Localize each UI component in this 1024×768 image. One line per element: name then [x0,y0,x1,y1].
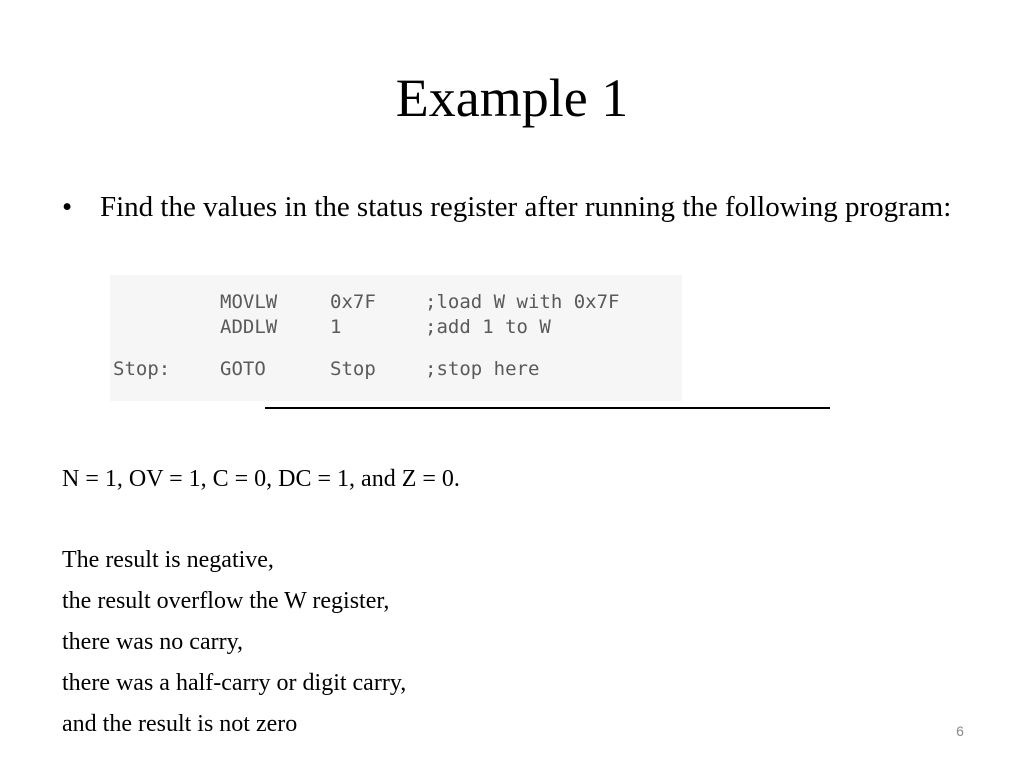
answer-text: N = 1, OV = 1, C = 0, DC = 1, and Z = 0. [62,466,460,492]
explanation-line: and the result is not zero [62,711,298,737]
explanation-line: there was a half-carry or digit carry, [62,670,407,696]
code-comment: ;load W with 0x7F [425,291,620,313]
code-operand: 0x7F [330,291,376,313]
code-comment: ;stop here [425,358,540,380]
answer-blank-line [265,407,830,409]
code-label: Stop: [113,358,171,380]
code-line [110,289,620,315]
slide-title: Example 1 [395,68,629,128]
explanation-line: there was no carry, [62,629,244,655]
code-line [110,356,540,382]
explanation-line: The result is negative, [62,547,274,573]
code-line [110,314,551,340]
code-opcode: ADDLW [220,316,278,338]
code-operand: 1 [330,316,342,338]
bullet-text: Find the values in the status register after running the following program: [100,191,952,223]
bullet-item [62,188,962,227]
code-opcode: MOVLW [220,291,278,313]
bullet-marker: • [62,191,73,223]
code-listing-image [110,275,682,401]
explanation-line: the result overflow the W register, [62,588,390,614]
code-comment: ;add 1 to W [425,316,551,338]
page-number: 6 [956,723,964,739]
code-operand: Stop [330,358,376,380]
code-opcode: GOTO [220,358,266,380]
